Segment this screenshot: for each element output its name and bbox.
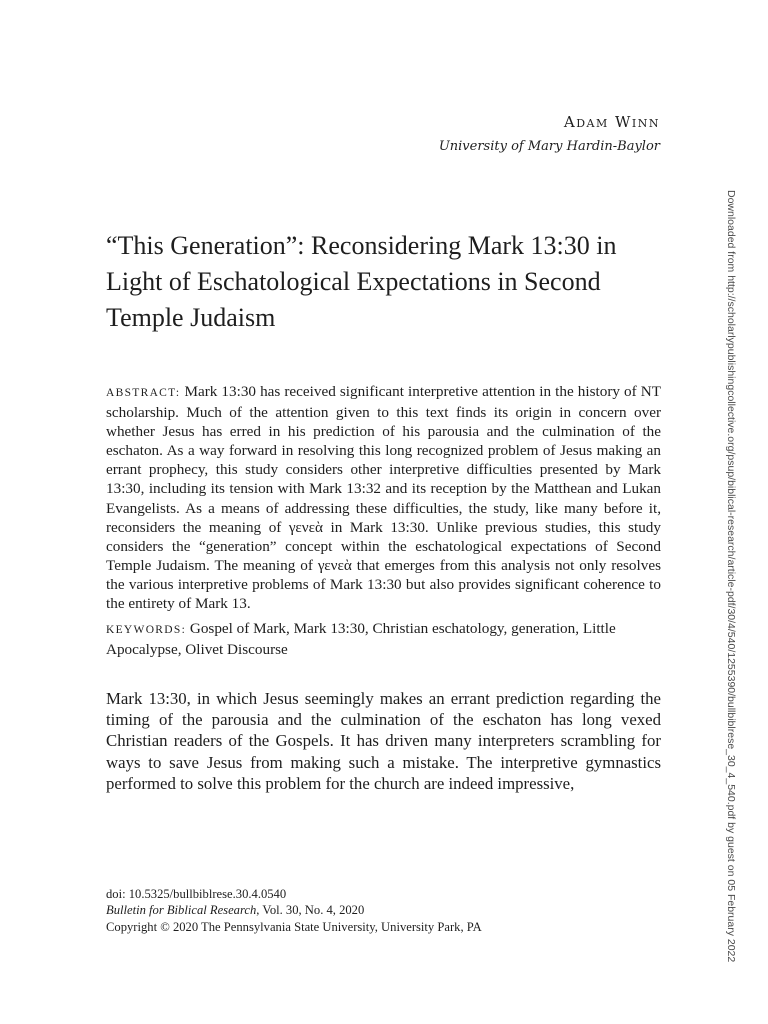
copyright: Copyright © 2020 The Pennsylvania State University, University Park, PA — [106, 919, 482, 934]
keywords-label: KEYWORDS: — [106, 624, 187, 636]
download-watermark — [723, 190, 739, 963]
journal-name: Bulletin for Biblical Research — [106, 903, 257, 918]
article-title: “This Generation”: Reconsidering Mark 13:30 in Light of Eschatological Expectations in Second Temple Judaism — [106, 231, 617, 332]
keywords — [106, 619, 661, 659]
download-watermark-text: Downloaded from http://scholarlypublishingcollective.org/psup/biblical-research/article-pdf/30/4/540/1255390/bullbiblrese_30_4_540.pdf by guest on 05 February 2022 — [725, 190, 737, 963]
abstract-text: Mark 13:30 has received significant interpretive attention in the history of NT scholarship. Much of the attention given to this text finds its origin in concern over whether Jesus has erred in his prediction of his parousia and the culmination of the eschaton. As a way forward in resolving this long recognized problem of Jesus making an errant prophecy, this study considers other interpretive difficulties presented by Mark 13:30, including its tension with Mark 13:32 and its reception by the Matthean and Lukan Evangelists. As a means of addressing these difficulties, the study, like many before it, reconsiders the meaning of γενεὰ in Mark 13:30. Unlike previous studies, this study considers the “generation” concept within the eschatological expectations of Second Temple Judaism. The meaning of γενεὰ that emerges from this analysis not only resolves the various interpretive problems of Mark 13:30 but also provides significant coherence to the entirety of Mark 13. — [106, 383, 661, 613]
body-paragraph: Mark 13:30, in which Jesus seemingly makes an errant prediction regarding the timing of the parousia and the culmination of the eschaton has long vexed Christian readers of the Gospels. It has driven many interpreters scrambling for ways to save Jesus from making such a mistake. The interpretive gymnastics performed to solve this problem for the church are indeed impressive, — [106, 689, 661, 793]
abstract-label: ABSTRACT: — [106, 387, 181, 399]
keywords-text: Gospel of Mark, Mark 13:30, Christian eschatology, generation, Little Apocalypse, Olivet Discourse — [106, 620, 616, 659]
doi-link[interactable]: doi: 10.5325/bullbiblrese.30.4.0540 — [106, 887, 287, 901]
journal-citation — [106, 902, 666, 918]
journal-volume: , Vol. 30, No. 4, 2020 — [256, 903, 365, 918]
abstract — [106, 382, 661, 613]
footer — [106, 886, 666, 935]
author-affiliation: University of Mary Hardin-Baylor — [438, 139, 660, 154]
author-name: Adam Winn — [563, 113, 660, 131]
